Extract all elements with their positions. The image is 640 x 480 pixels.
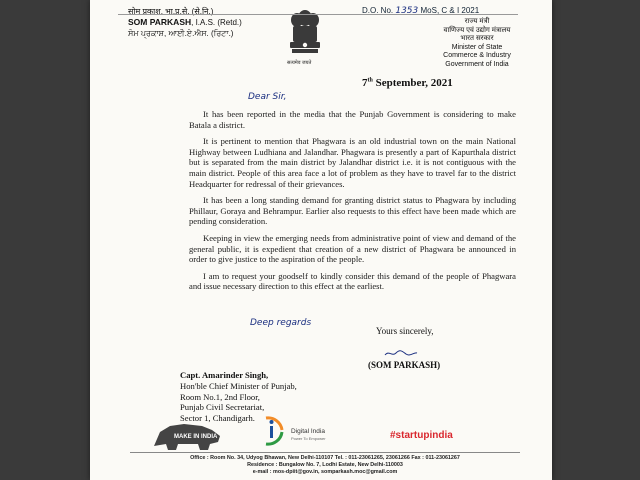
make-in-india-text: MAKE IN INDIA: [174, 434, 218, 440]
salutation: Dear Sir,: [248, 92, 287, 102]
ministry-hindi-line: वाणिज्य एवं उद्योग मंत्रालय: [443, 26, 511, 34]
body-paragraph: It is pertinent to mention that Phagwara is an old industrial town on the main National Highway between Ludhiana and Jalandhar. Phagwara is presently a part of Kapurthala district but is separated from the main district by Jalandhar district i.e. it is not contiguous with the main district. People of this area face a lot of problem as they have to travel far to the district Headquarter for redressal of their grievances.: [189, 136, 516, 189]
sender-english: [128, 17, 242, 28]
make-in-india-lion-icon: [150, 418, 224, 452]
letter-page: [90, 0, 552, 480]
ministry-english-line: Commerce & Industry: [443, 52, 511, 59]
sender-name: SOM PARKASH: [128, 17, 192, 27]
footer: [130, 455, 520, 476]
recipient-line: Punjab Civil Secretariat,: [180, 402, 265, 413]
handwritten-regards: Deep regards: [250, 318, 312, 328]
do-label: D.O. No.: [362, 6, 394, 15]
letter-body: [189, 109, 516, 298]
do-suffix: MoS, C & I 2021: [420, 6, 480, 15]
date-day: 7: [362, 77, 368, 89]
footer-email: e-mail : mos-dpiit@gov.in, somparkash.moc@gmail.com: [252, 469, 398, 475]
national-emblem-icon: [283, 8, 327, 64]
recipient-line: Sector 1, Chandigarh.: [180, 413, 255, 424]
footer-office: Office : Room No. 34, Udyog Bhawan, New Delhi-110107 Tel. : 011-23061265, 23061266 Fax : 011-23061267: [190, 455, 460, 461]
body-paragraph: It has been reported in the media that the Punjab Government is considering to make Batala a district.: [189, 109, 516, 130]
signatory-name: (SOM PARKASH): [368, 360, 441, 370]
recipient-line: Room No.1, 2nd Floor,: [180, 391, 260, 402]
ministry-hindi-line: भारत सरकार: [460, 35, 494, 42]
header-divider: [118, 14, 518, 15]
sender-hindi: सोम प्रकाश, भा.प्र.से. (से.नि.): [128, 7, 214, 16]
ministry-block: [422, 18, 532, 69]
body-paragraph: It has been a long standing demand for granting district status to Phagwara by including Phillaur, Goraya and Behrampur. Earlier also requests to this effect have been made which are pending consideration.: [189, 195, 516, 227]
recipient-name: Capt. Amarinder Singh,: [180, 370, 269, 380]
recipient-line: Hon'ble Chief Minister of Punjab,: [180, 380, 297, 391]
digital-india-text: Digital India: [291, 428, 325, 435]
emblem-caption: सत्यमेव जयते: [287, 60, 312, 66]
date-rest: September, 2021: [372, 77, 453, 89]
do-number-value: 1353: [395, 6, 419, 16]
body-paragraph: I am to request your goodself to kindly consider this demand of the people of Phagwara and issue necessary direction to this effect at the earliest.: [189, 270, 516, 292]
footer-divider: [130, 452, 520, 453]
sender-punjabi: ਸੋਮ ਪ੍ਰਕਾਸ਼, ਆਈ.ਏ.ਐਸ. (ਰਿਟਾ.): [128, 29, 234, 38]
letter-date: [362, 77, 453, 89]
sender-block: [128, 6, 242, 39]
date-suffix: th: [367, 77, 373, 84]
footer-residence: Residence : Bungalow No. 7, Lodhi Estate, New Delhi-110003: [247, 462, 403, 468]
body-paragraph: Keeping in view the emerging needs from administrative point of view and demand of the general public, it is expedient that creation of a new district of Phagwara be announced in order to give justice to the aspiration of the people.: [189, 232, 516, 265]
digital-india-tagline: Power To Empower: [291, 436, 326, 441]
digital-india-logo-icon: [260, 414, 286, 448]
ministry-english-line: Minister of State: [451, 43, 503, 51]
ministry-hindi-line: राज्य मंत्री: [464, 18, 490, 25]
ministry-english-line: Government of India: [445, 60, 509, 68]
signature-icon: [384, 348, 418, 358]
sender-suffix: , I.A.S. (Retd.): [191, 18, 242, 27]
startup-india-text: #startupindia: [390, 430, 453, 441]
yours-sincerely: Yours sincerely,: [376, 326, 434, 336]
